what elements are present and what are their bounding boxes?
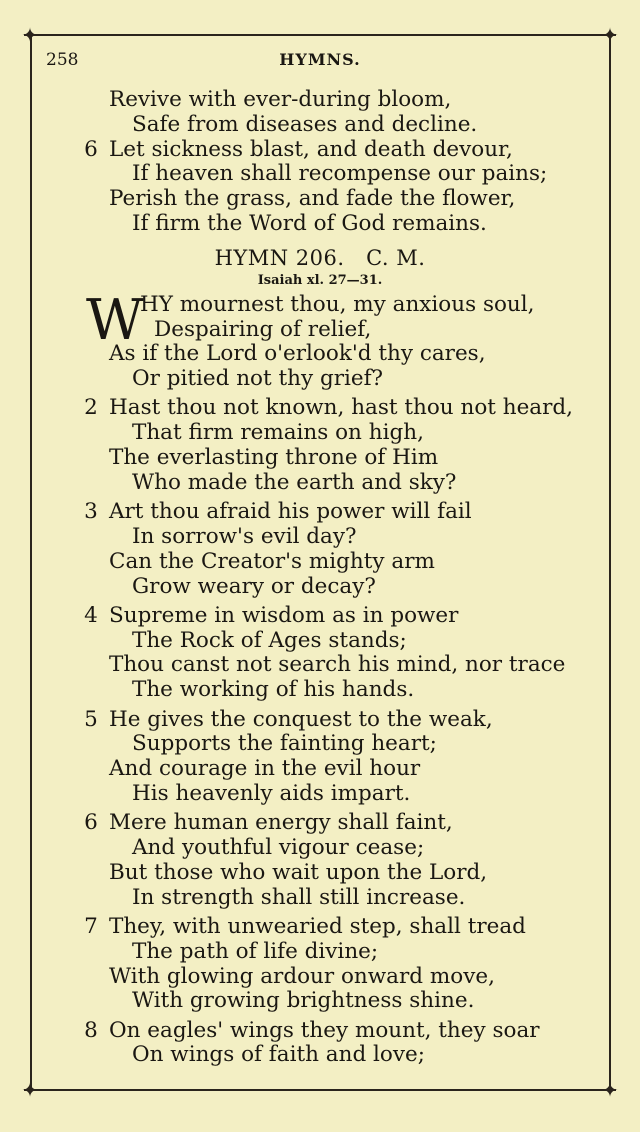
verse-line: And youthful vigour cease; [132,835,425,861]
verse-line: If heaven shall recompense our pains; [132,161,548,187]
verse-line: 7 They, with unwearied step, shall tread [0,915,640,940]
verse-line: Supports the fainting heart; [132,731,437,757]
stanza-number: 6 [84,136,98,162]
page-content [0,88,640,1068]
verse-line: Safe from diseases and decline. [132,111,478,137]
stanza-number: 3 [84,499,98,525]
hymn-title: HYMN 206. C. M. [214,245,426,270]
verse-line: And courage in the evil hour [109,756,421,782]
stanza-number: 6 [84,810,98,836]
verse-line: The working of his hands. [132,677,415,703]
scripture-reference: Isaiah xl. 27—31. [257,272,383,288]
stanza [0,708,640,807]
verse-line: With glowing ardour onward move, [109,963,495,989]
stanza-number: 7 [84,913,98,939]
verse-line: Despairing of relief, [154,316,372,342]
stanza-number: 2 [84,395,98,421]
page-number: 258 [46,50,79,70]
verse-line: On wings of faith and love; [132,1042,425,1068]
verse-line: As if the Lord o'erlook'd thy cares, [109,341,486,367]
corner-ornament-icon: ✦ [601,23,619,47]
verse-line: Or pitied not thy grief? [132,366,384,392]
verse-line: The path of life divine; [132,938,379,964]
stanza [0,811,640,910]
drop-cap: W [86,287,144,353]
verse-line: Can the Creator's mighty arm [109,548,435,574]
verse-line: HY mournest thou, my anxious soul, [140,291,535,317]
stanza [0,500,640,599]
stanza-number: 4 [84,602,98,628]
stanza-number: 5 [84,706,98,732]
verse-line: His heavenly aids impart. [132,780,411,806]
corner-ornament-icon: ✦ [601,1078,619,1102]
verse-line: Grow weary or decay? [132,573,376,599]
stanza-number: 8 [84,1017,98,1043]
stanza [0,915,640,1014]
verse-line: That firm remains on high, [132,420,424,446]
verse-line: Who made the earth and sky? [132,469,457,495]
verse-line: Perish the grass, and fade the flower, [109,186,516,212]
verse-line: 2 Hast thou not known, hast thou not heard, [0,396,640,421]
stanza [0,396,640,495]
top-border-rule [24,34,616,36]
stanza [0,287,640,392]
corner-ornament-icon: ✦ [21,23,39,47]
verse-line: The everlasting throne of Him [109,445,439,471]
verse-line: 6 Let sickness blast, and death devour, [0,138,640,163]
verse-line: 6 Mere human energy shall faint, [0,811,640,836]
verse-line: Revive with ever-during bloom, [109,87,452,112]
verse-line: Thou canst not search his mind, nor trace [109,652,566,678]
running-title: HYMNS. [279,50,361,69]
verse-line: In strength shall still increase. [132,884,466,910]
stanza [0,604,640,703]
verse-line: 3 Art thou afraid his power will fail [0,500,640,525]
verse-line: 5 He gives the conquest to the weak, [0,708,640,733]
verse-line: 8 On eagles' wings they mount, they soar [0,1019,640,1044]
stanza [0,1019,640,1069]
verse-line: 4 Supreme in wisdom as in power [0,604,640,629]
corner-ornament-icon: ✦ [21,1078,39,1102]
verse-line: If firm the Word of God remains. [132,210,487,236]
verse-line: But those who wait upon the Lord, [109,859,488,885]
verse-line: In sorrow's evil day? [132,523,357,549]
verse-line: The Rock of Ages stands; [132,627,407,653]
verse-line: With growing brightness shine. [132,988,475,1014]
bottom-border-rule [24,1089,616,1091]
